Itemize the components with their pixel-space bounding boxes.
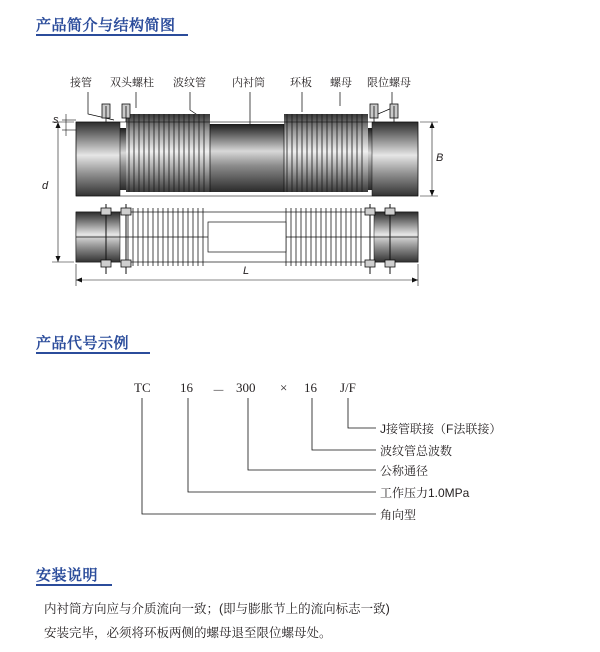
code-token-series: TC (134, 380, 151, 395)
callout-label-stud: 双头螺柱 (110, 77, 154, 89)
code-token-pressure: 16 (180, 380, 193, 395)
install-notes (44, 600, 564, 648)
callout-label-ring-plate: 环板 (290, 77, 312, 89)
code-token-times: × (280, 380, 288, 395)
code-desc-connection: J接管联接（F法联接） (380, 422, 502, 436)
section-title-structure: 产品简介与结构简图 (36, 17, 176, 34)
code-desc-waves: 波纹管总波数 (380, 444, 453, 458)
callout-label-bellows: 波纹管 (173, 77, 206, 89)
callout-label-limit-nut: 限位螺母 (367, 77, 411, 89)
code-desc-pressure: 工作压力1.0MPa (380, 486, 470, 500)
section-title-code: 产品代号示例 (36, 335, 130, 352)
code-desc-diameter: 公称通径 (380, 464, 429, 478)
callout-label-nut: 螺母 (330, 77, 352, 89)
code-desc-type: 角向型 (380, 508, 417, 522)
section-title-underline-code (36, 352, 150, 354)
code-token-waves: 16 (304, 380, 317, 395)
callout-label-liner: 内衬筒 (232, 77, 265, 89)
section-title-underline-install (36, 584, 112, 586)
code-token-dash: － (212, 383, 226, 398)
install-note-line-1: 内衬筒方向应与介质流向一致；(即与膨胀节上的流向标志一致) (44, 602, 390, 616)
code-token-connection: J/F (340, 380, 356, 395)
section-title-install: 安装说明 (36, 567, 99, 584)
dimension-label-d: d (42, 180, 49, 192)
dimension-label-B: B (436, 152, 444, 164)
dimension-label-L: L (243, 265, 250, 277)
code-token-diameter: 300 (236, 380, 256, 395)
callout-label-pipe: 接管 (70, 77, 92, 89)
code-explanation-diagram (40, 370, 560, 530)
code-leader-lines (40, 370, 560, 530)
install-note-line-2: 安装完毕，必须将环板两侧的螺母退至限位螺母处。 (44, 626, 332, 640)
dimension-label-s: s (53, 114, 59, 126)
structure-diagram-svg (40, 62, 560, 292)
structure-diagram (40, 62, 560, 292)
section-title-underline-structure (36, 34, 188, 36)
